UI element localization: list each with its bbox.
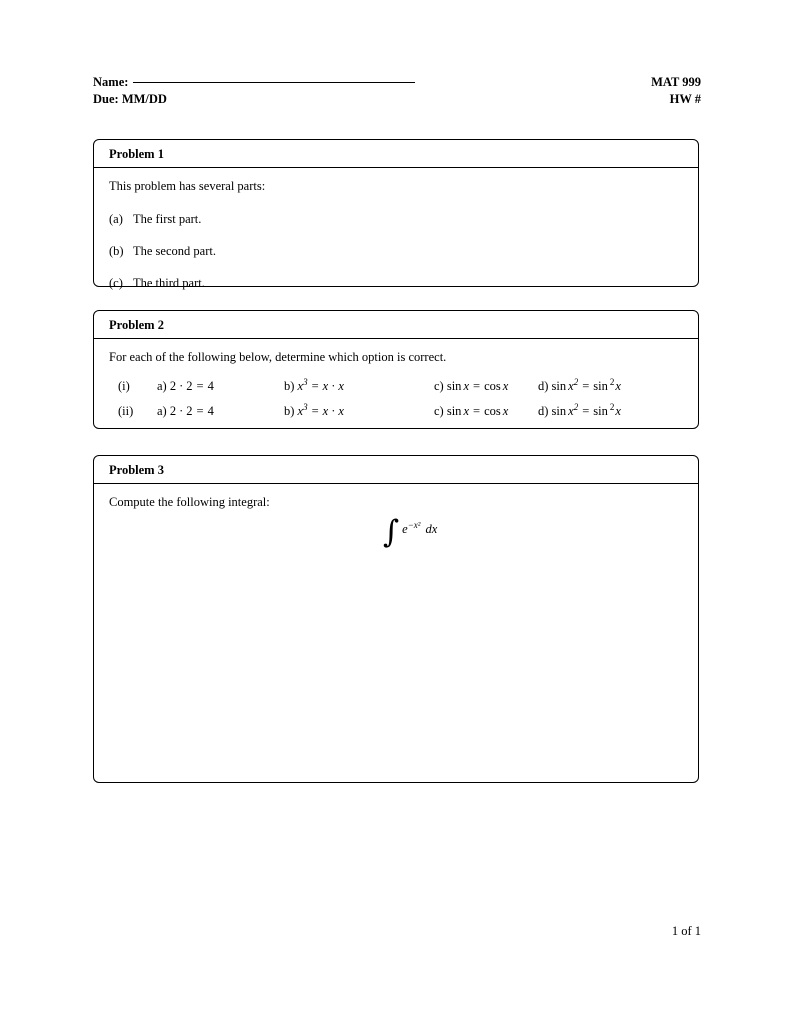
problem-2-title: Problem 2 xyxy=(94,311,698,339)
page-footer xyxy=(672,924,701,939)
part-text: The first part. xyxy=(133,211,202,226)
header-right-block xyxy=(651,74,701,108)
problem-3-intro: Compute the following integral: xyxy=(109,495,270,509)
assignment-number: HW # xyxy=(669,92,701,106)
due-value: MM/DD xyxy=(121,92,167,106)
table-row xyxy=(109,376,683,404)
problem-box-3 xyxy=(93,455,699,783)
differential: dx xyxy=(425,521,438,536)
name-row xyxy=(93,74,415,91)
integrand-base: e xyxy=(402,521,408,536)
choice-option-c[interactable] xyxy=(434,379,508,394)
choice-expression: $x^3 = x \cdot x$ xyxy=(297,376,344,393)
choice-expression: $\sin x^2 = \sin ^2$ x xyxy=(551,401,621,418)
choice-letter: a) xyxy=(157,378,167,393)
part-text: The third part. xyxy=(133,275,205,290)
part-label: (c) xyxy=(109,275,123,290)
part-text: The second part. xyxy=(133,243,216,258)
page-header xyxy=(93,74,701,116)
choice-option-d[interactable] xyxy=(538,376,621,394)
choice-option-a[interactable] xyxy=(157,404,214,419)
choice-letter: d) xyxy=(538,403,549,418)
integrand xyxy=(402,519,421,536)
choice-expression: $\sin x^2 = \sin ^2$ x xyxy=(551,376,621,393)
choice-letter: a) xyxy=(157,403,167,418)
integral-expression xyxy=(383,513,438,550)
choice-letter: b) xyxy=(284,378,295,393)
problem-box-2 xyxy=(93,310,699,429)
part-label: (b) xyxy=(109,243,124,258)
choice-letter: b) xyxy=(284,403,295,418)
header-left-block xyxy=(93,74,415,108)
problem-3-body xyxy=(94,484,698,784)
problem-1-intro: This problem has several parts: xyxy=(109,179,266,193)
problem-1-title: Problem 1 xyxy=(94,140,698,168)
integral-display xyxy=(109,513,683,557)
problem-1-body xyxy=(94,168,698,303)
choice-letter: d) xyxy=(538,378,549,393)
name-label: Name: xyxy=(93,75,129,89)
list-item xyxy=(109,212,683,227)
integral-sign-icon: ∫ xyxy=(383,513,400,550)
problem-box-1 xyxy=(93,139,699,290)
choice-expression: 2 · 2 = 4 xyxy=(169,403,214,418)
list-item xyxy=(109,244,683,259)
choice-letter: c) xyxy=(434,378,444,393)
course-code: MAT 999 xyxy=(651,75,701,89)
choice-option-c[interactable] xyxy=(434,404,508,419)
choice-letter: c) xyxy=(434,403,444,418)
list-item xyxy=(109,276,683,291)
page-indicator: 1 of 1 xyxy=(671,924,701,938)
problem-1-parts-list xyxy=(109,212,683,291)
table-row xyxy=(109,401,683,429)
due-label: Due: xyxy=(93,92,119,106)
row-number: (ii) xyxy=(118,403,134,418)
choice-option-a[interactable] xyxy=(157,379,214,394)
choice-expression: sin x = cos x xyxy=(446,378,509,393)
choice-expression: $x^3 = x \cdot x$ xyxy=(297,401,344,418)
choice-expression: 2 · 2 = 4 xyxy=(169,378,214,393)
choice-option-d[interactable] xyxy=(538,401,621,419)
integrand-exponent: −x² xyxy=(407,519,421,530)
choice-option-b[interactable] xyxy=(284,376,344,394)
name-write-in-rule[interactable] xyxy=(133,82,415,83)
multiple-choice-rows xyxy=(109,376,683,429)
choice-option-b[interactable] xyxy=(284,401,344,419)
answer-workspace[interactable] xyxy=(109,557,683,772)
due-row xyxy=(93,91,415,108)
choice-expression: sin x = cos x xyxy=(446,403,509,418)
problem-2-intro: For each of the following below, determine which option is correct. xyxy=(109,350,447,364)
problem-2-body xyxy=(94,339,698,441)
part-label: (a) xyxy=(109,211,123,226)
problem-3-title: Problem 3 xyxy=(94,456,698,484)
row-number: (i) xyxy=(118,378,130,393)
